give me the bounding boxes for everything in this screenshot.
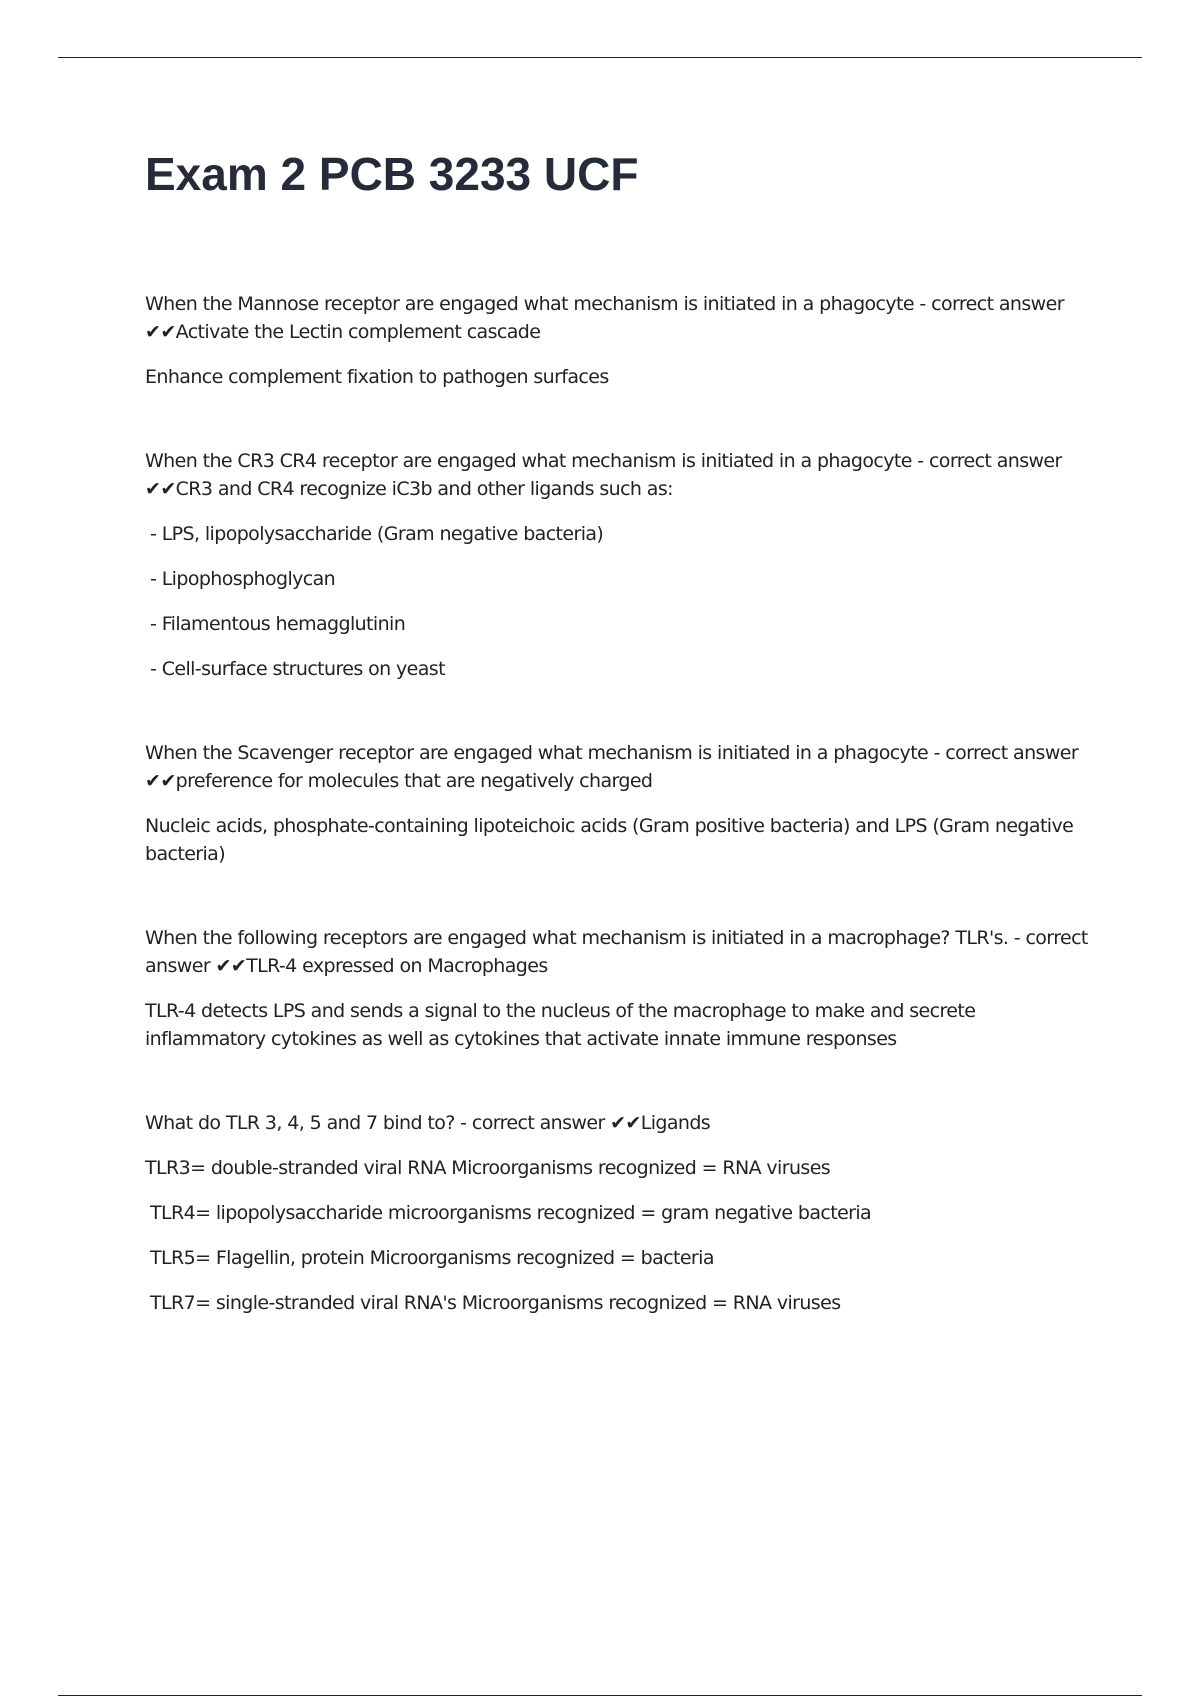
answer-line: - Filamentous hemagglutinin xyxy=(150,613,406,635)
question-text: When the Mannose receptor are engaged what mechanism is initiated in a phagocyte - correct answer ✔✔Activate the Lectin complement cascade xyxy=(145,293,1064,343)
document-title: Exam 2 PCB 3233 UCF xyxy=(145,148,639,200)
answer-line: TLR4= lipopolysaccharide microorganisms recognized = gram negative bacteria xyxy=(150,1202,872,1224)
answer-line: - Lipophosphoglycan xyxy=(150,568,336,590)
question-text: What do TLR 3, 4, 5 and 7 bind to? - correct answer ✔✔Ligands xyxy=(145,1112,711,1134)
qa-block-mannose xyxy=(145,290,1095,391)
document-body xyxy=(145,290,1095,1373)
question-text: When the Scavenger receptor are engaged what mechanism is initiated in a phagocyte - correct answer ✔✔preference for molecules that are negatively charged xyxy=(145,742,1079,792)
qa-block-tlr-macrophage xyxy=(145,924,1095,1053)
answer-line: - LPS, lipopolysaccharide (Gram negative bacteria) xyxy=(150,523,604,545)
qa-block-tlr-ligands xyxy=(145,1109,1095,1317)
answer-line: TLR5= Flagellin, protein Microorganisms recognized = bacteria xyxy=(150,1247,714,1269)
question-text: When the CR3 CR4 receptor are engaged what mechanism is initiated in a phagocyte - correct answer ✔✔CR3 and CR4 recognize iC3b and other ligands such as: xyxy=(145,450,1062,500)
qa-block-cr3-cr4 xyxy=(145,447,1095,683)
qa-block-scavenger xyxy=(145,739,1095,868)
question-text: When the following receptors are engaged what mechanism is initiated in a macrophage? TLR's. - correct answer ✔✔TLR-4 expressed on Macrophages xyxy=(145,927,1088,977)
answer-line: Enhance complement fixation to pathogen surfaces xyxy=(145,366,609,388)
answer-line: TLR-4 detects LPS and sends a signal to the nucleus of the macrophage to make and secrete inflammatory cytokines as well as cytokines that activate innate immune responses xyxy=(145,1000,976,1050)
top-rule xyxy=(58,57,1142,58)
bottom-rule xyxy=(58,1695,1142,1696)
answer-line: - Cell-surface structures on yeast xyxy=(150,658,445,680)
answer-line: TLR3= double-stranded viral RNA Microorganisms recognized = RNA viruses xyxy=(145,1157,831,1179)
answer-line: TLR7= single-stranded viral RNA's Microorganisms recognized = RNA viruses xyxy=(150,1292,841,1314)
answer-line: Nucleic acids, phosphate-containing lipoteichoic acids (Gram positive bacteria) and LPS (Gram negative bacteria) xyxy=(145,815,1074,865)
